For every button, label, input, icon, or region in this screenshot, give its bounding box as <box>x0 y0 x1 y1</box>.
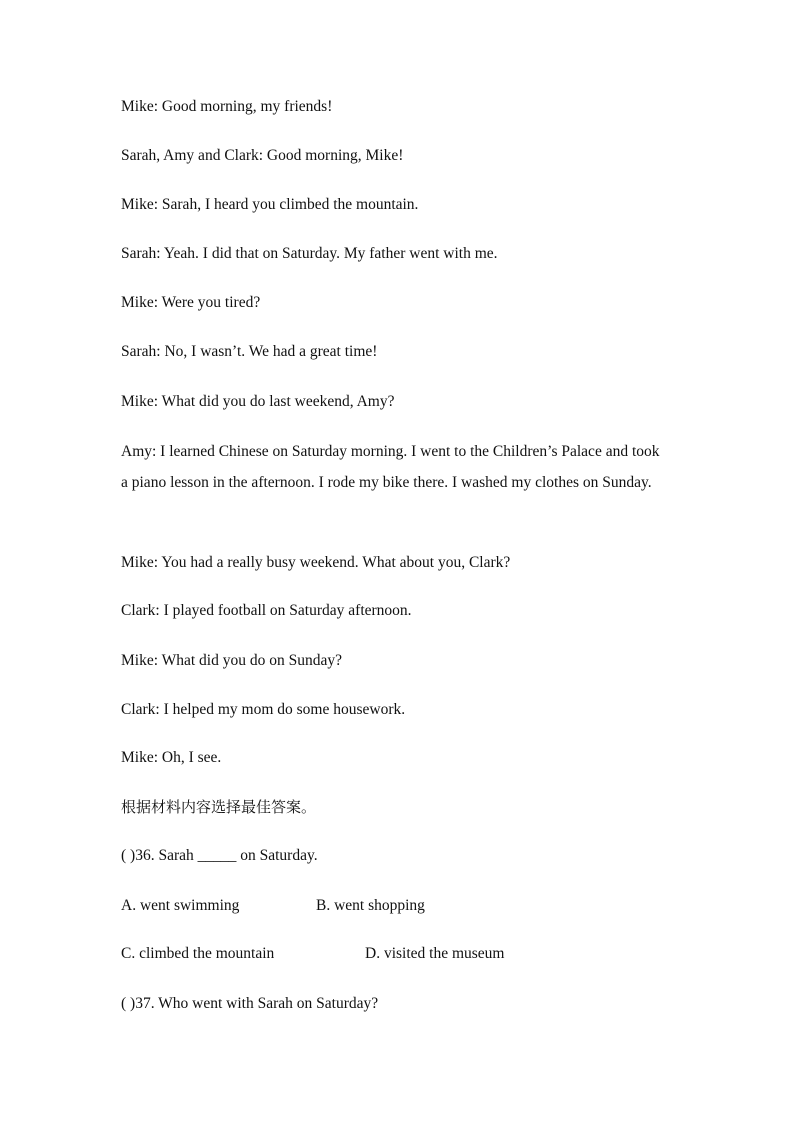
option-b: B. went shopping <box>316 897 425 914</box>
question-36: ( )36. Sarah _____ on Saturday. <box>121 847 318 864</box>
instruction-text: 根据材料内容选择最佳答案。 <box>121 798 317 816</box>
dialogue-line: Clark: I played football on Saturday afternoon. <box>121 602 412 619</box>
dialogue-line: Sarah: Yeah. I did that on Saturday. My father went with me. <box>121 245 498 262</box>
dialogue-line: Mike: Sarah, I heard you climbed the mountain. <box>121 196 419 213</box>
option-a: A. went swimming <box>121 897 240 914</box>
option-d: D. visited the museum <box>365 945 505 962</box>
option-c: C. climbed the mountain <box>121 945 275 962</box>
dialogue-line: Mike: Oh, I see. <box>121 749 222 766</box>
question-37: ( )37. Who went with Sarah on Saturday? <box>121 995 379 1012</box>
dialogue-paragraph: Amy: I learned Chinese on Saturday morning. I went to the Children’s Palace and took a piano lesson in the afternoon. I rode my bike there. I washed my clothes on Sunday. <box>121 443 660 491</box>
dialogue-line: Mike: Were you tired? <box>121 294 261 311</box>
dialogue-line: Mike: What did you do last weekend, Amy? <box>121 393 395 410</box>
dialogue-line: Clark: I helped my mom do some housework. <box>121 701 406 718</box>
dialogue-line: Sarah: No, I wasn’t. We had a great time! <box>121 343 378 360</box>
dialogue-line: Sarah, Amy and Clark: Good morning, Mike! <box>121 147 404 164</box>
dialogue-line: Mike: What did you do on Sunday? <box>121 652 342 669</box>
dialogue-line: Mike: Good morning, my friends! <box>121 98 333 115</box>
dialogue-line: Mike: You had a really busy weekend. What about you, Clark? <box>121 554 511 571</box>
